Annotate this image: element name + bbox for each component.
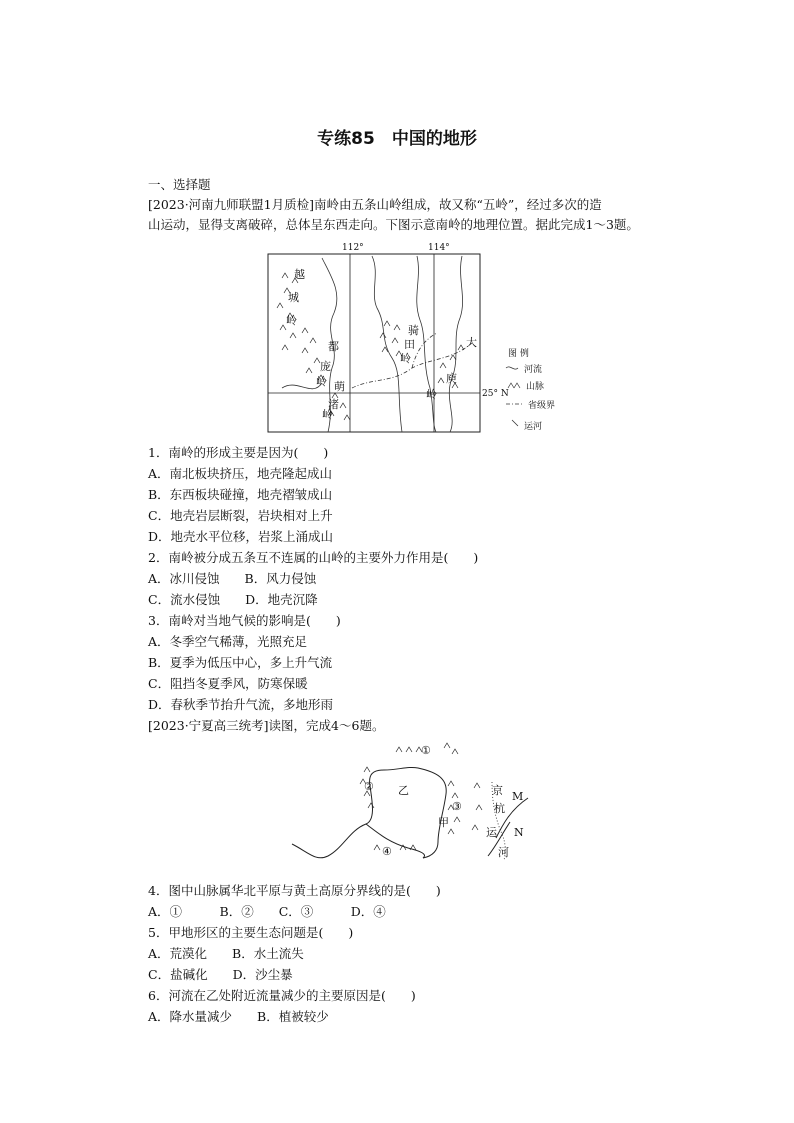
svg-text:大: 大 — [466, 336, 477, 349]
q2-stem: 2．南岭被分成五条互不连属的山岭的主要外力作用是( ) — [148, 550, 479, 565]
svg-text:庾: 庾 — [446, 372, 457, 385]
svg-text:城: 城 — [288, 291, 299, 304]
svg-text:岭: 岭 — [400, 352, 411, 365]
q5-options-cd: C．盐碱化 D．沙尘暴 — [148, 967, 293, 982]
svg-text:杭: 杭 — [494, 802, 505, 815]
legend-river-icon — [506, 367, 518, 369]
yellow-river-map — [288, 738, 538, 868]
q3-option-d: D．春秋季节抬升气流，多地形雨 — [148, 697, 334, 712]
map-2-labels — [364, 744, 524, 859]
q5-stem: 5．甲地形区的主要生态问题是( ) — [148, 925, 354, 940]
svg-text:岭: 岭 — [286, 314, 297, 327]
legend-canal-icon — [512, 420, 518, 426]
svg-text:庞: 庞 — [320, 360, 331, 373]
q1-option-c: C．地壳岩层断裂，岩块相对上升 — [148, 508, 333, 523]
svg-text:岭: 岭 — [322, 408, 333, 421]
q4-stem: 4．图中山脉属华北平原与黄土高原分界线的是( ) — [148, 883, 441, 898]
svg-text:骑: 骑 — [408, 324, 419, 337]
q2-options-ab: A．冰川侵蚀 B．风力侵蚀 — [148, 571, 317, 586]
q1-option-a: A．南北板块挤压，地壳隆起成山 — [148, 466, 333, 481]
intro-1-line-2: 山运动，显得支离破碎，总体呈东西走向。下图示意南岭的地理位置。据此完成1～3题。 — [148, 217, 639, 232]
q5-options-ab: A．荒漠化 B．水土流失 — [148, 946, 304, 961]
q3-option-c: C．阻挡冬夏季风，防寒保暖 — [148, 676, 308, 691]
river-lines — [292, 767, 528, 858]
q1-stem: 1．南岭的形成主要是因为( ) — [148, 445, 329, 460]
mountain-names — [286, 267, 477, 421]
intro-2: [2023·宁夏高三统考]读图，完成4～6题。 — [148, 718, 385, 733]
q1-option-b: B．东西板块碰撞，地壳褶皱成山 — [148, 487, 333, 502]
svg-text:甲: 甲 — [438, 816, 449, 829]
legend-river: 河流 — [524, 365, 543, 375]
lon-112-label: 112° — [342, 243, 364, 253]
rivers — [282, 256, 463, 432]
svg-text:②: ② — [364, 780, 374, 793]
page-title: 专练85 中国的地形 — [317, 129, 477, 149]
intro-1-line-1: [2023·河南九师联盟1月质检]南岭由五条山岭组成，故又称“五岭”，经过多次的造 — [148, 197, 602, 212]
svg-text:岭: 岭 — [426, 388, 437, 401]
svg-text:萌: 萌 — [334, 380, 345, 393]
q3-option-b: B．夏季为低压中心，多上升气流 — [148, 655, 333, 670]
q3-option-a: A．冬季空气稀薄，光照充足 — [148, 634, 308, 649]
q2-options-cd: C．流水侵蚀 D．地壳沉降 — [148, 592, 318, 607]
q4-options: A．① B．② C．③ D．④ — [148, 904, 386, 919]
svg-text:越: 越 — [294, 268, 305, 281]
q6-options-ab: A．降水量减少 B．植被较少 — [148, 1009, 329, 1024]
svg-text:③: ③ — [452, 800, 462, 813]
svg-text:岭: 岭 — [316, 375, 327, 388]
svg-text:运: 运 — [486, 826, 497, 839]
svg-text:田: 田 — [404, 338, 415, 351]
legend-border: 省级界 — [528, 401, 556, 411]
mountain-symbols-2 — [360, 743, 482, 850]
svg-text:都: 都 — [328, 340, 339, 353]
nanling-map — [262, 238, 562, 438]
legend-canal: 运河 — [524, 422, 543, 432]
lon-114-label: 114° — [428, 243, 450, 253]
svg-text:河: 河 — [498, 846, 509, 859]
map-legend — [506, 347, 555, 432]
lat-25-label: 25° N — [482, 389, 509, 399]
section-heading: 一、选择题 — [148, 177, 211, 192]
q1-option-d: D．地壳水平位移，岩浆上涌成山 — [148, 529, 334, 544]
legend-title: 图 例 — [508, 349, 529, 359]
svg-text:渚: 渚 — [328, 398, 339, 411]
svg-text:④: ④ — [382, 845, 392, 858]
q6-stem: 6．河流在乙处附近流量减少的主要原因是( ) — [148, 988, 416, 1003]
legend-mountain: 山脉 — [526, 382, 545, 392]
svg-text:乙: 乙 — [398, 784, 409, 797]
svg-text:①: ① — [421, 744, 431, 757]
q3-stem: 3．南岭对当地气候的影响是( ) — [148, 613, 341, 628]
legend-mountain-icon — [508, 383, 520, 388]
svg-text:京: 京 — [492, 784, 503, 797]
svg-text:N: N — [514, 826, 524, 839]
svg-text:M: M — [512, 790, 524, 803]
